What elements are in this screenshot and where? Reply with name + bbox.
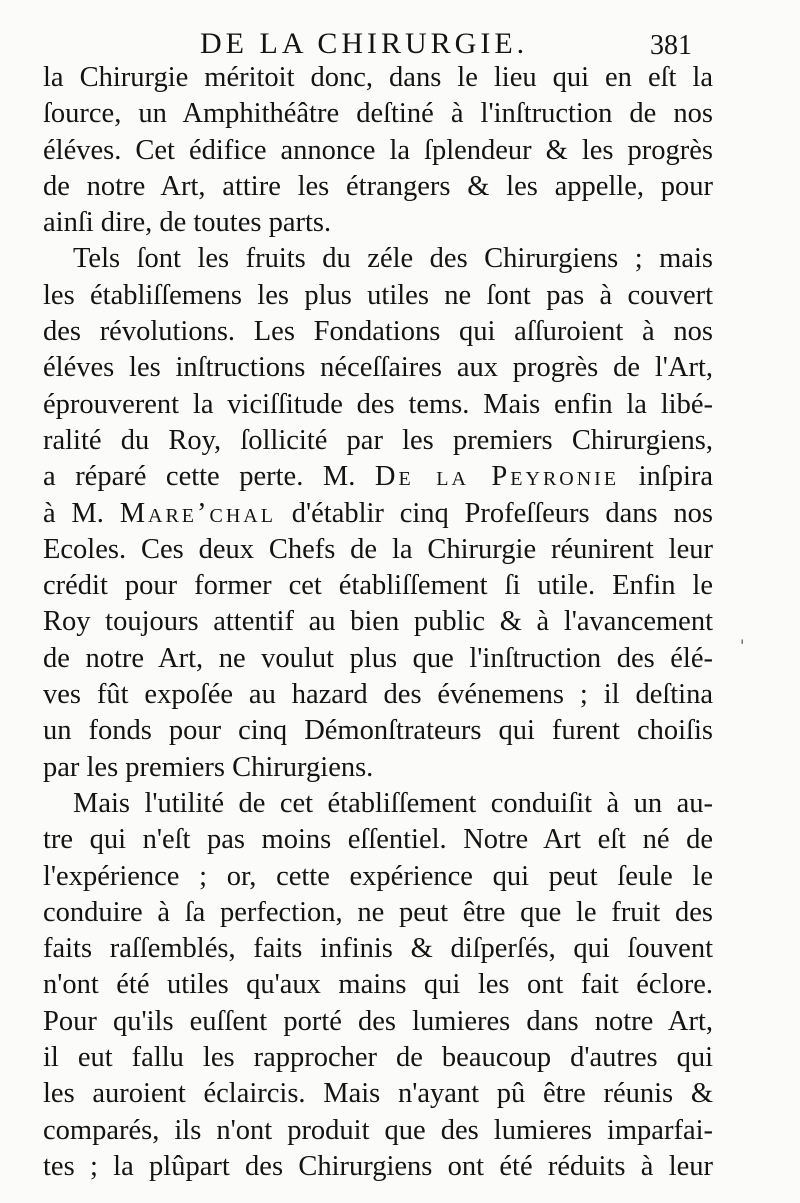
- text-line: éprouverent la viciſſitude des tems. Mais enfin la libé-: [43, 388, 713, 420]
- text-line: Ecoles. Ces deux Chefs de la Chirurgie réunirent leur: [43, 533, 713, 565]
- person-name: Mareʼchal: [119, 497, 276, 529]
- text-line: tes ; la plûpart des Chirurgiens ont été réduits à leur: [43, 1150, 713, 1182]
- text-line: de notre Art, ne voulut plus que l'inſtruction des élé-: [43, 642, 713, 674]
- text-line: éléves. Cet édifice annonce la ſplendeur & les progrès: [43, 134, 713, 166]
- text-line: Pour qu'ils euſſent porté des lumieres dans notre Art,: [43, 1005, 713, 1037]
- text-line: tre qui n'eſt pas moins eſſentiel. Notre Art eſt né de: [43, 824, 713, 856]
- text-line: n'ont été utiles qu'aux mains qui les ont fait éclore.: [43, 969, 713, 1001]
- text-line: ainſi dire, de toutes parts.: [43, 207, 332, 239]
- text-line: faits raſſemblés, faits infinis & diſperſés, qui ſouvent: [43, 933, 713, 965]
- text-line: la Chirurgie méritoit donc, dans le lieu qui en eſt la: [43, 62, 713, 93]
- text-line: de notre Art, attire les étrangers & les appelle, pour: [43, 170, 713, 202]
- running-title: DE LA CHIRURGIE.: [200, 27, 529, 60]
- text-line-mixed: [43, 496, 713, 532]
- text-line-mixed: [43, 459, 713, 495]
- text-line: Roy toujours attentif au bien public & à l'avancement: [43, 606, 713, 638]
- body-text: [43, 60, 713, 1185]
- line-text: d'établir cinq Profeſſeurs dans nos: [275, 497, 713, 529]
- text-line: l'expérience ; or, cette expérience qui peut ſeule le: [43, 860, 713, 892]
- line-text: a réparé cette perte. M.: [43, 461, 375, 493]
- text-line: Tels ſont les fruits du zéle des Chirurgiens ; mais: [73, 243, 713, 275]
- text-line: il eut fallu les rapprocher de beaucoup d'autres qui: [43, 1042, 713, 1074]
- text-line: conduire à ſa perfection, ne peut être que le fruit des: [43, 896, 713, 928]
- text-line: comparés, ils n'ont produit que des lumieres imparfai-: [43, 1114, 713, 1146]
- text-line: les établiſſemens les plus utiles ne ſont pas à couvert: [43, 279, 713, 311]
- text-line: Mais l'utilité de cet établiſſement conduiſit à un au-: [73, 787, 713, 819]
- text-line: ralité du Roy, ſollicité par les premiers Chirurgiens,: [43, 424, 713, 456]
- page-number: 381: [650, 30, 692, 61]
- text-line: ſource, un Amphithéâtre deſtiné à l'inſtruction de nos: [43, 98, 713, 130]
- text-line: des révolutions. Les Fondations qui aſſuroient à nos: [43, 316, 713, 348]
- text-line: un fonds pour cinq Démonſtrateurs qui furent choiſis: [43, 715, 713, 747]
- text-line: crédit pour former cet établiſſement ſi utile. Enfin le: [43, 570, 713, 602]
- line-text: à M.: [43, 497, 120, 529]
- running-head: [0, 24, 800, 64]
- margin-mark: ': [740, 636, 745, 655]
- text-line: les auroient éclaircis. Mais n'ayant pû être réunis &: [43, 1078, 713, 1110]
- text-line: par les premiers Chirurgiens.: [43, 751, 374, 783]
- text-line: ves fût expoſée au hazard des événemens ; il deſtina: [43, 679, 713, 711]
- text-line: éléves les inſtructions néceſſaires aux progrès de l'Art,: [43, 352, 713, 384]
- line-text: inſpira: [619, 461, 714, 493]
- person-name: De la Peyronie: [374, 461, 620, 493]
